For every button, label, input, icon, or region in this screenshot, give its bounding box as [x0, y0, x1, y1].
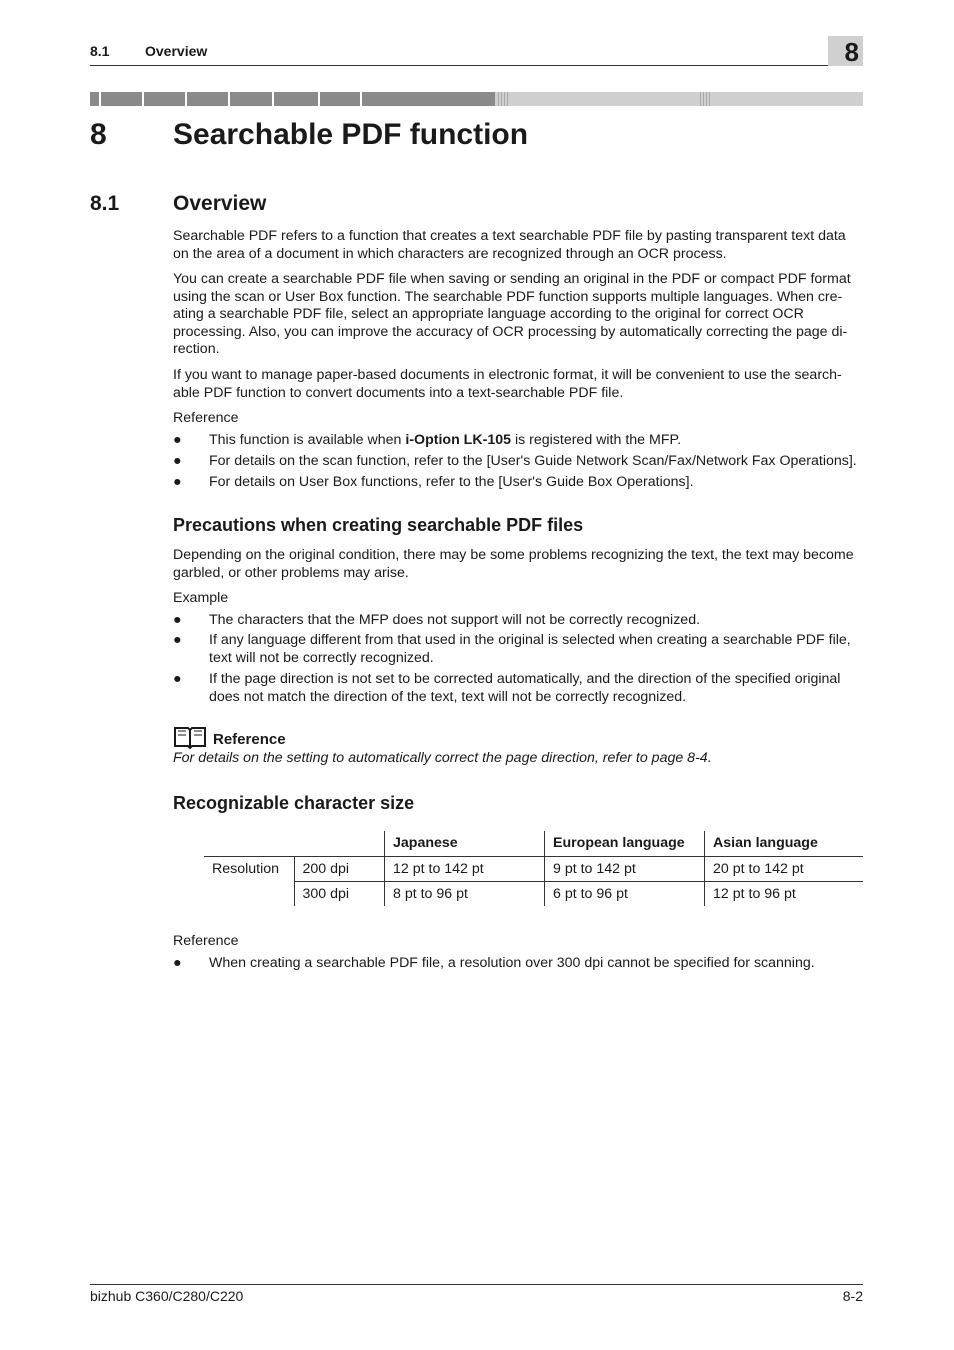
bullet-icon: ●	[173, 474, 182, 490]
section-number: 8.1	[90, 192, 120, 215]
bullet-icon: ●	[173, 453, 182, 469]
chapter-title: Searchable PDF function	[173, 118, 529, 151]
footer-product-name: bizhub C360/C280/C220	[90, 1288, 244, 1304]
table-cell: 300 dpi	[302, 885, 350, 902]
paragraph-intro: Searchable PDF refers to a function that creates a text searchable PDF file by pasting transparent text data on the area of a document in which characters are recognized through an OCR process.	[173, 228, 846, 262]
table-cell: 6 pt to 96 pt	[545, 881, 705, 906]
reference-label: Reference	[173, 410, 239, 426]
chapter-badge: 8	[828, 36, 863, 66]
precautions-intro: Depending on the original condition, there may be some problems recognizing the text, the text may become garbled, or other problems may arise.	[173, 547, 854, 581]
table-cell: 12 pt to 96 pt	[705, 881, 864, 906]
reference-box-label: Reference	[213, 731, 286, 748]
decorative-band	[90, 92, 863, 106]
bullet-icon: ●	[173, 432, 182, 448]
paragraph-benefit: If you want to manage paper-based documents in electronic format, it will be convenient to use the search-able PDF function to convert documents into a text-searchable PDF file.	[173, 367, 842, 401]
footer-rule	[90, 1284, 863, 1285]
reference-label: Reference	[173, 933, 239, 949]
table-row	[204, 881, 863, 906]
table-cell: 8 pt to 96 pt	[385, 881, 545, 906]
header-rule	[90, 65, 863, 66]
reference-box-text: For details on the setting to automatically correct the page direction, refer to page 8-4.	[173, 750, 712, 766]
table-header-cell	[294, 831, 385, 856]
table-cell: 20 pt to 142 pt	[705, 856, 864, 881]
character-size-table	[204, 831, 863, 906]
chapter-number: 8	[90, 118, 107, 151]
table-header-cell	[204, 831, 294, 856]
book-icon	[173, 725, 207, 749]
running-header-section-number: 8.1	[90, 43, 110, 59]
paragraph-usage: You can create a searchable PDF file when saving or sending an original in the PDF or compact PDF format using the scan or User Box function. The searchable PDF function supports multiple languages. When cre-ating a searchable PDF file, select an appropriate language according to the original for correct OCR processing. Also, you can improve the accuracy of OCR processing by automatically correcting the page di-rection.	[173, 271, 851, 358]
bullet-icon: ●	[173, 632, 182, 648]
table-row	[204, 856, 863, 881]
table-header-cell: Japanese	[385, 831, 545, 856]
example-label: Example	[173, 590, 229, 606]
bullet-icon: ●	[173, 955, 182, 971]
table-header-cell: European language	[545, 831, 705, 856]
precautions-heading: Precautions when creating searchable PDF files	[173, 515, 584, 535]
table-cell: 200 dpi	[294, 856, 385, 881]
running-header-section-title: Overview	[145, 43, 208, 59]
table-row-label: Resolution	[204, 856, 294, 906]
bullet-icon: ●	[173, 671, 182, 687]
bullet-icon: ●	[173, 612, 182, 628]
table-cell: 12 pt to 142 pt	[385, 856, 545, 881]
table-cell: 9 pt to 142 pt	[545, 856, 705, 881]
footer-page-number: 8-2	[842, 1288, 863, 1304]
table-header-cell: Asian language	[705, 831, 864, 856]
section-title: Overview	[173, 192, 267, 215]
charsize-heading: Recognizable character size	[173, 793, 415, 813]
